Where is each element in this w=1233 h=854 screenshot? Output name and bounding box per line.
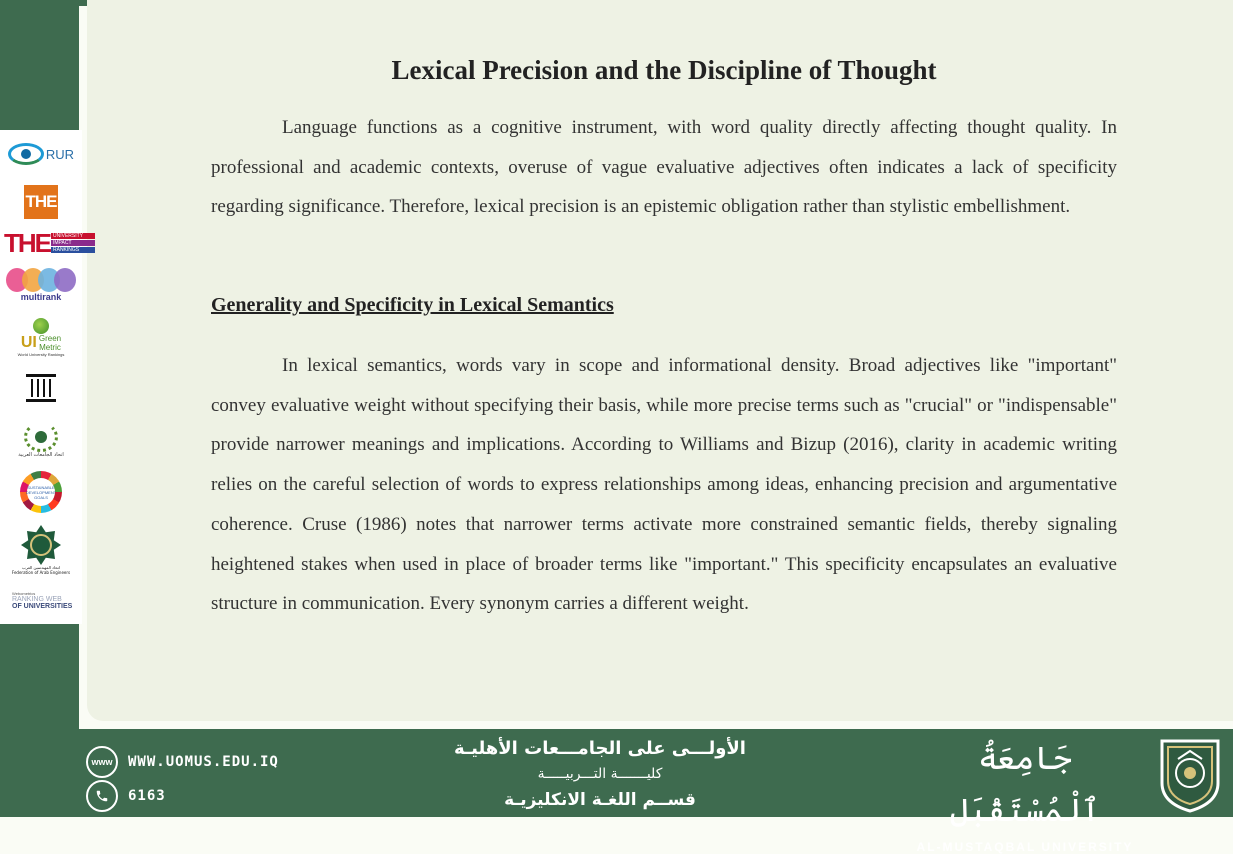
footer-department-name: قســم اللغـة الانكليزيـة xyxy=(504,790,696,810)
footer-college-name: كليـــــــة التـــربيـــــة xyxy=(537,766,663,782)
website-url[interactable]: WWW.UOMUS.EDU.IQ xyxy=(128,754,279,770)
webometrics-logo xyxy=(4,588,78,612)
sdg-logo xyxy=(4,470,78,514)
wreath-icon xyxy=(24,422,58,452)
rur-eye-icon xyxy=(8,143,44,165)
arab-engineers-ar: اتحاد المهندسين العرب xyxy=(22,565,60,570)
rur-logo-text: RUR xyxy=(45,146,75,162)
webometrics-line1: RANKING WEB xyxy=(12,595,62,603)
university-brand xyxy=(900,732,1150,854)
the-impact-tag: UNIVERSITY xyxy=(51,233,95,239)
university-name-arabic: جَامِعَةُ ٱلْمُسْتَقْبَل xyxy=(950,739,1100,829)
rur-logo xyxy=(4,134,78,174)
frame-gap xyxy=(79,721,1233,729)
the-impact-rankings-logo xyxy=(4,226,84,260)
webometrics-label: Webometrics xyxy=(12,590,36,596)
body-paragraph: In lexical semantics, words vary in scope and informational density. Broad adjectives like "important" convey evaluative weight without specifying their basis, while more precise terms such as "crucial" or "indispensable" provide narrower meanings and implications. According to Williams and Bizup (2016), clarity in academic writing relies on the careful selection of words to express relationships among ideas, enhancing precision and argumentative coherence. Cruse (1986) notes that narrower terms activate more constrained semantic fields, thereby signaling heightened stakes when used in place of broader terms like "important." This specificity encapsulates an evaluative structure in communication. Every synonym carries a different weight. xyxy=(211,355,1117,615)
greenmetric-line1: Green xyxy=(38,333,62,343)
arab-engineers-en: Federation of Arab Engineers xyxy=(11,570,71,575)
the-logo xyxy=(4,184,78,220)
greenmetric-subtitle: World University Rankings xyxy=(17,351,65,357)
website-contact xyxy=(86,746,279,778)
section-heading: Generality and Specificity in Lexical Semantics xyxy=(211,294,614,316)
the-logo-text: THE xyxy=(24,185,58,219)
globe-icon xyxy=(33,318,49,334)
multirank-logo-text: multirank xyxy=(20,292,62,302)
multirank-circles-icon xyxy=(6,268,76,292)
intro-paragraph: Language functions as a cognitive instrument, with word quality directly affecting thought quality. In professional and academic contexts, overuse of vague evaluative adjectives often indicates a lack of specificity regarding significance. Therefore, lexical precision is an epistemic obligation rather than stylistic embellishment. xyxy=(211,117,1117,218)
the-impact-logo-text: THE xyxy=(4,228,50,258)
the-impact-tag: IMPACT xyxy=(51,240,95,246)
greenmetric-line2: Metric xyxy=(39,342,61,352)
arab-universities-wreath-logo xyxy=(4,418,78,462)
phone-icon xyxy=(86,780,118,812)
greenmetric-mark: UI xyxy=(20,333,37,351)
ranking-logos-strip xyxy=(0,130,82,624)
university-crest-icon xyxy=(1158,737,1222,813)
phone-number[interactable]: 6163 xyxy=(128,788,166,804)
wreath-caption: اتحاد الجامعات العربية xyxy=(18,452,64,458)
sdg-ring-icon xyxy=(20,471,62,513)
star-emblem-icon xyxy=(21,525,61,565)
document-title: Lexical Precision and the Discipline of Thought xyxy=(391,55,937,85)
columns-building-icon xyxy=(4,370,78,406)
phone-contact xyxy=(86,780,166,812)
globe-www-icon: www xyxy=(86,746,118,778)
sdg-logo-text: SUSTAINABLE DEVELOPMENT GOALS xyxy=(27,478,55,506)
the-impact-tag: RANKINGS xyxy=(51,247,95,253)
federation-arab-engineers-logo xyxy=(4,522,78,578)
multirank-logo xyxy=(4,264,78,306)
university-name-english: AL-MUSTAQBAL UNIVERSITY xyxy=(916,840,1134,854)
footer-arabic-tagline: الأولـــى على الجامـــعات الأهليـة xyxy=(454,738,746,759)
ui-greenmetric-logo xyxy=(4,314,78,360)
webometrics-line2: OF UNIVERSITIES xyxy=(12,602,73,610)
